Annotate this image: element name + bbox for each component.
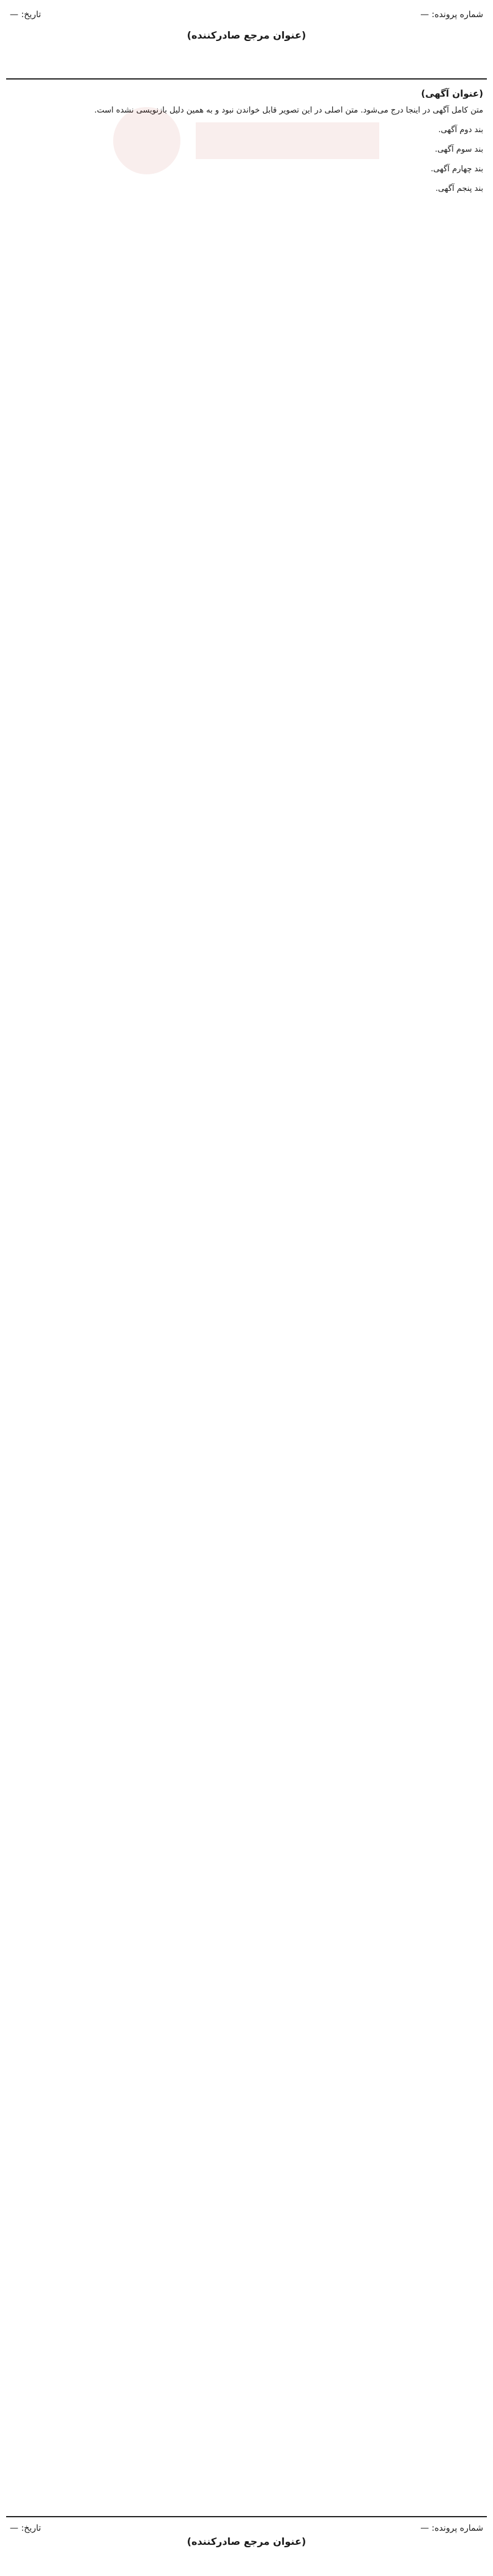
footer-meta: شماره پرونده: —: [420, 2523, 483, 2533]
footer-authority: (عنوان مرجع صادرکننده): [187, 2536, 306, 2547]
header-meta: شماره پرونده: —: [420, 10, 483, 20]
header-authority: (عنوان مرجع صادرکننده): [187, 29, 306, 41]
notice-body: [10, 104, 483, 196]
notice-paragraph: بند پنجم آگهی.: [436, 184, 483, 193]
notice-header: [6, 5, 487, 80]
notice-paragraph: بند دوم آگهی.: [438, 125, 483, 135]
notice-subject: (عنوان آگهی): [421, 88, 483, 99]
footer-date: — :تاریخ: [10, 2523, 42, 2533]
footer-id-value: —: [420, 2523, 429, 2533]
header-id-label: شماره پرونده: [434, 10, 483, 20]
notice-paragraph: بند چهارم آگهی.: [431, 165, 483, 174]
notice-footer: [6, 2516, 487, 2570]
header-date-label: تاریخ: [24, 10, 42, 20]
footer-id-label: شماره پرونده: [434, 2523, 483, 2533]
footer-date-value: —: [10, 2523, 18, 2533]
header-date: — :تاریخ: [10, 10, 42, 20]
header-date-value: —: [10, 10, 18, 20]
header-id-value: —: [420, 10, 429, 20]
notice-paragraph: متن کامل آگهی در اینجا درج می‌شود. متن اصلی در این تصویر قابل خواندن نبود و به همین دلیل بازنویسی نشده است.: [94, 106, 483, 115]
footer-date-label: تاریخ: [24, 2523, 42, 2533]
notice-paragraph: بند سوم آگهی.: [434, 145, 483, 154]
